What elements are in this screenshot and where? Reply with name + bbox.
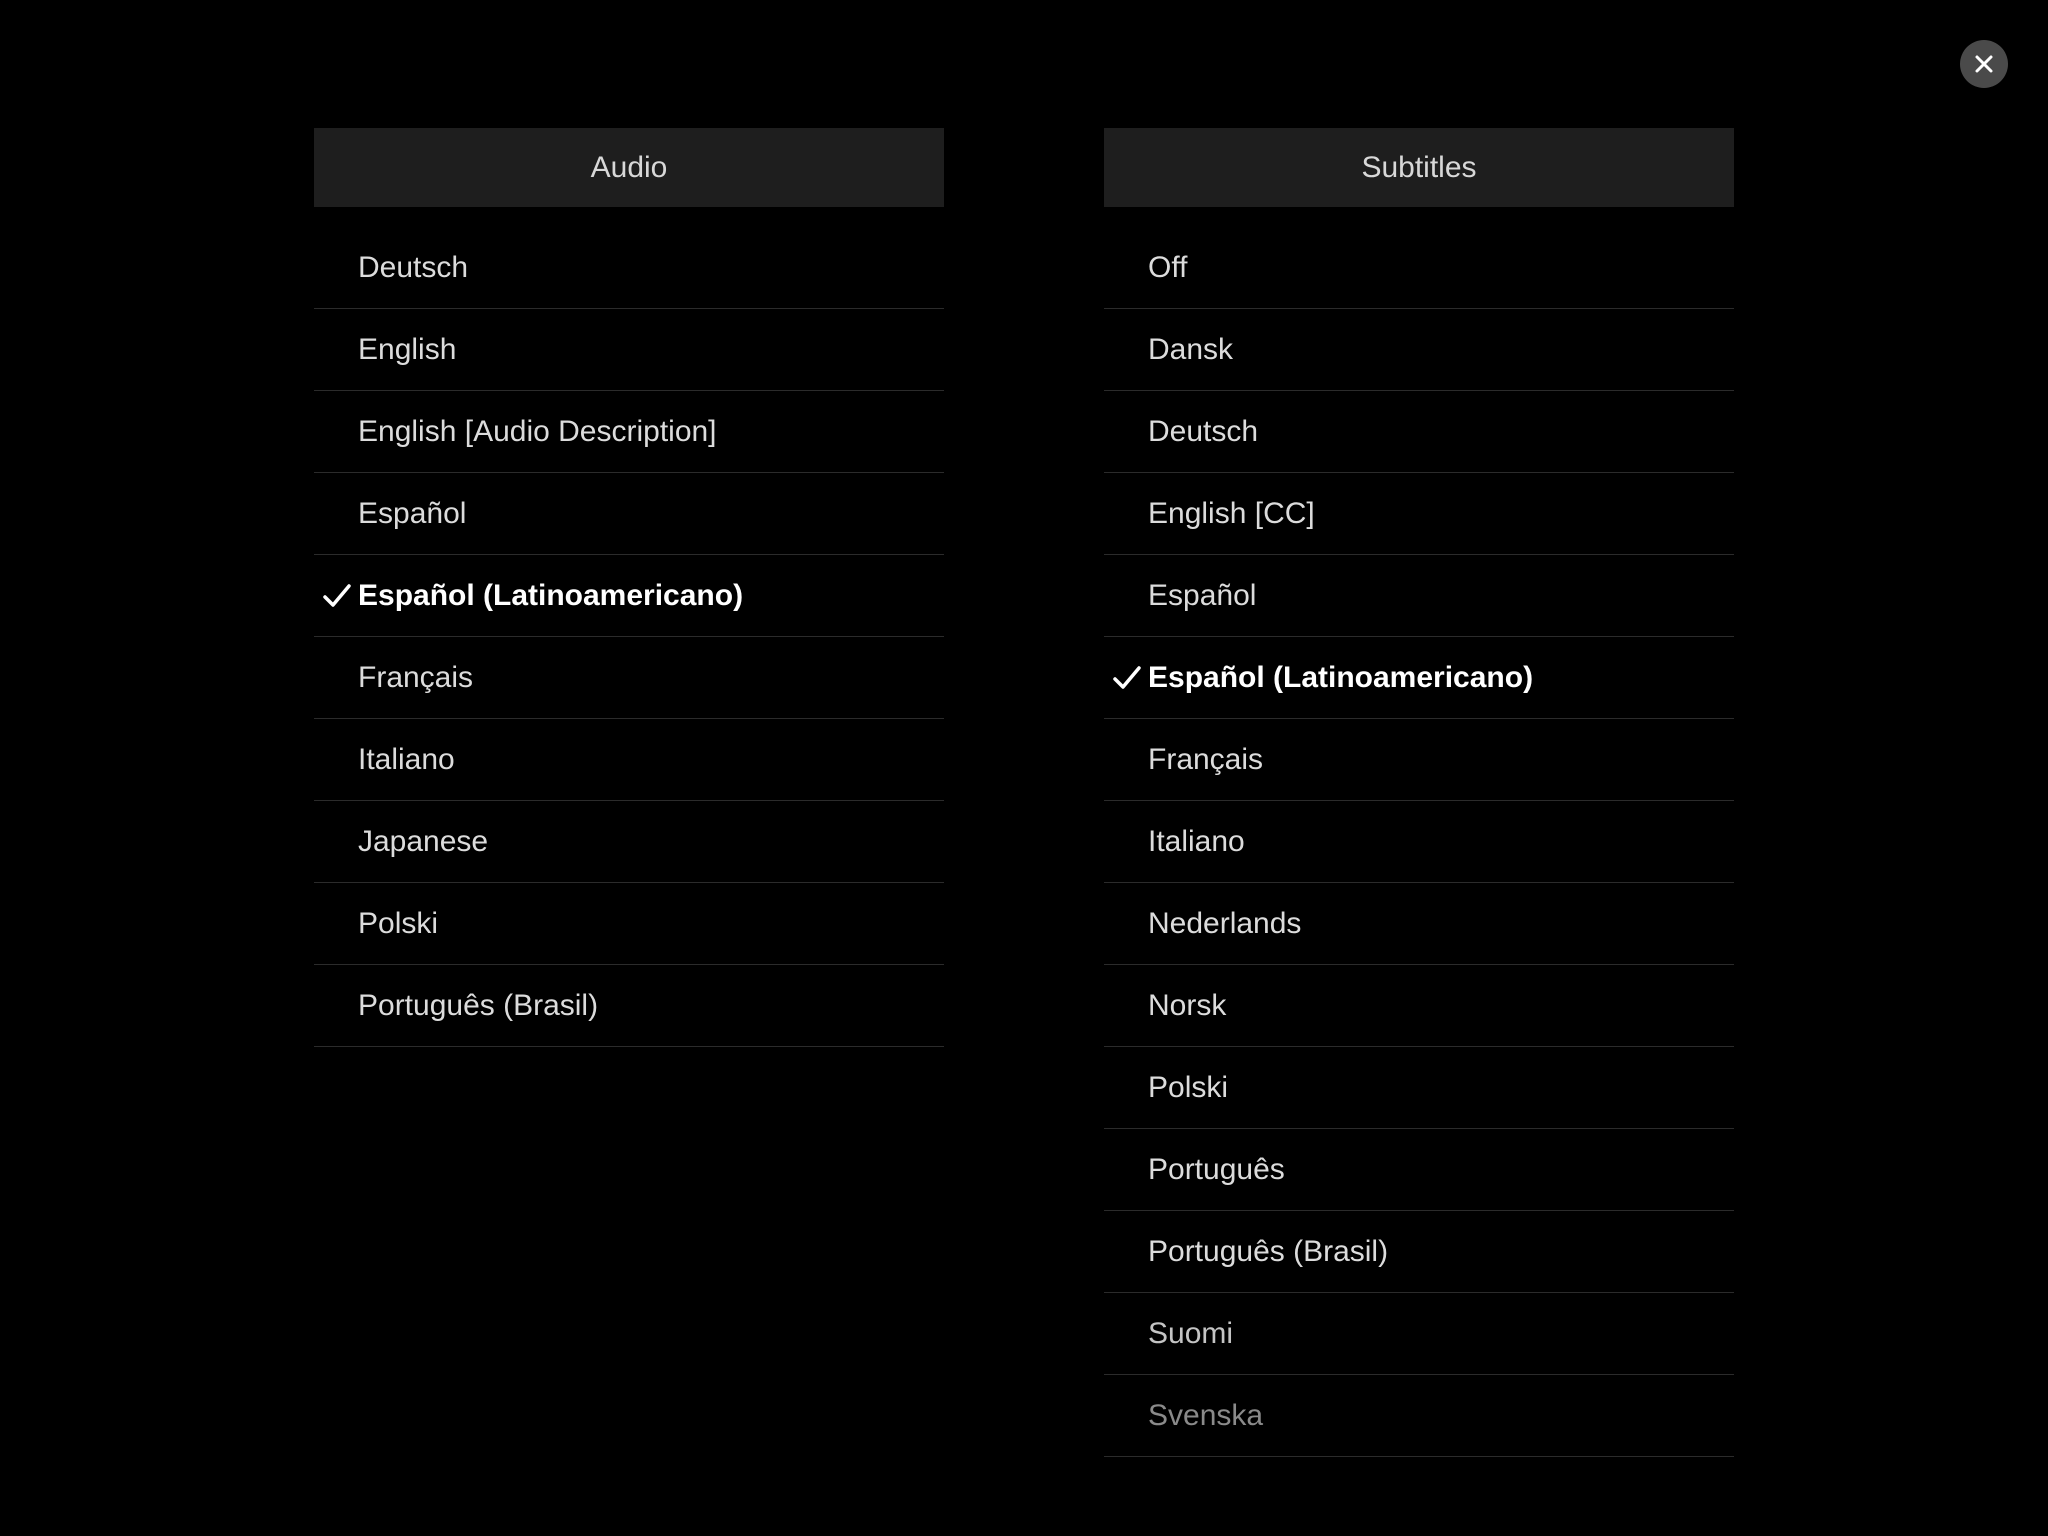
audio-option[interactable]: [314, 637, 944, 719]
subtitles-panel: [1104, 128, 1734, 1457]
subtitle-option[interactable]: [1104, 473, 1734, 555]
subtitle-option[interactable]: [1104, 1047, 1734, 1129]
subtitle-option-label: Deutsch: [1148, 414, 1259, 448]
subtitle-option-label: Español: [1148, 578, 1257, 612]
subtitle-option-label: Nederlands: [1148, 906, 1302, 940]
subtitle-option-label: Português: [1148, 1152, 1285, 1186]
audio-option[interactable]: [314, 965, 944, 1047]
audio-option[interactable]: [314, 309, 944, 391]
audio-option-label: English: [358, 332, 457, 366]
audio-option-label: Japanese: [358, 824, 489, 858]
audio-option-label: English [Audio Description]: [358, 414, 717, 448]
audio-option[interactable]: [314, 391, 944, 473]
audio-option-label: Français: [358, 660, 474, 694]
subtitle-option[interactable]: [1104, 719, 1734, 801]
audio-option[interactable]: [314, 227, 944, 309]
audio-option[interactable]: [314, 719, 944, 801]
audio-option-label: Deutsch: [358, 250, 469, 284]
subtitle-option[interactable]: [1104, 391, 1734, 473]
audio-panel: [314, 128, 944, 1047]
close-icon: [1974, 54, 1994, 74]
audio-option[interactable]: [314, 555, 944, 637]
subtitle-option[interactable]: [1104, 1375, 1734, 1457]
audio-header: Audio: [314, 128, 944, 207]
subtitle-option[interactable]: [1104, 555, 1734, 637]
audio-option-label: Español: [358, 496, 467, 530]
subtitle-option[interactable]: [1104, 1293, 1734, 1375]
subtitle-option-label: Norsk: [1148, 988, 1227, 1022]
subtitle-option[interactable]: [1104, 227, 1734, 309]
subtitle-option-label: Italiano: [1148, 824, 1245, 858]
checkmark-icon: [1112, 663, 1142, 693]
subtitle-option-label: Polski: [1148, 1070, 1229, 1104]
subtitle-option[interactable]: [1104, 1129, 1734, 1211]
subtitle-option-label: Português (Brasil): [1148, 1234, 1389, 1268]
subtitle-option[interactable]: [1104, 1211, 1734, 1293]
subtitle-option-label: Svenska: [1148, 1398, 1264, 1432]
close-button[interactable]: [1960, 40, 2008, 88]
subtitle-option[interactable]: [1104, 309, 1734, 391]
subtitle-option-label: Off: [1148, 250, 1188, 284]
audio-option[interactable]: [314, 473, 944, 555]
subtitle-option[interactable]: [1104, 801, 1734, 883]
audio-option[interactable]: [314, 883, 944, 965]
subtitle-option-label: Suomi: [1148, 1316, 1234, 1350]
subtitle-option-label: English [CC]: [1148, 496, 1315, 530]
checkmark-icon: [322, 581, 352, 611]
subtitles-header: Subtitles: [1104, 128, 1734, 207]
subtitle-option-label: Français: [1148, 742, 1264, 776]
audio-option-label: Español (Latinoamericano): [358, 578, 744, 612]
subtitle-option[interactable]: [1104, 965, 1734, 1047]
subtitles-list: [1104, 227, 1734, 1457]
audio-option-label: Italiano: [358, 742, 455, 776]
audio-option[interactable]: [314, 801, 944, 883]
audio-option-label: Polski: [358, 906, 439, 940]
subtitle-option[interactable]: [1104, 883, 1734, 965]
subtitle-option-label: Dansk: [1148, 332, 1234, 366]
subtitle-option[interactable]: [1104, 637, 1734, 719]
subtitle-option-label: Español (Latinoamericano): [1148, 660, 1534, 694]
audio-option-label: Português (Brasil): [358, 988, 599, 1022]
audio-list: [314, 227, 944, 1047]
